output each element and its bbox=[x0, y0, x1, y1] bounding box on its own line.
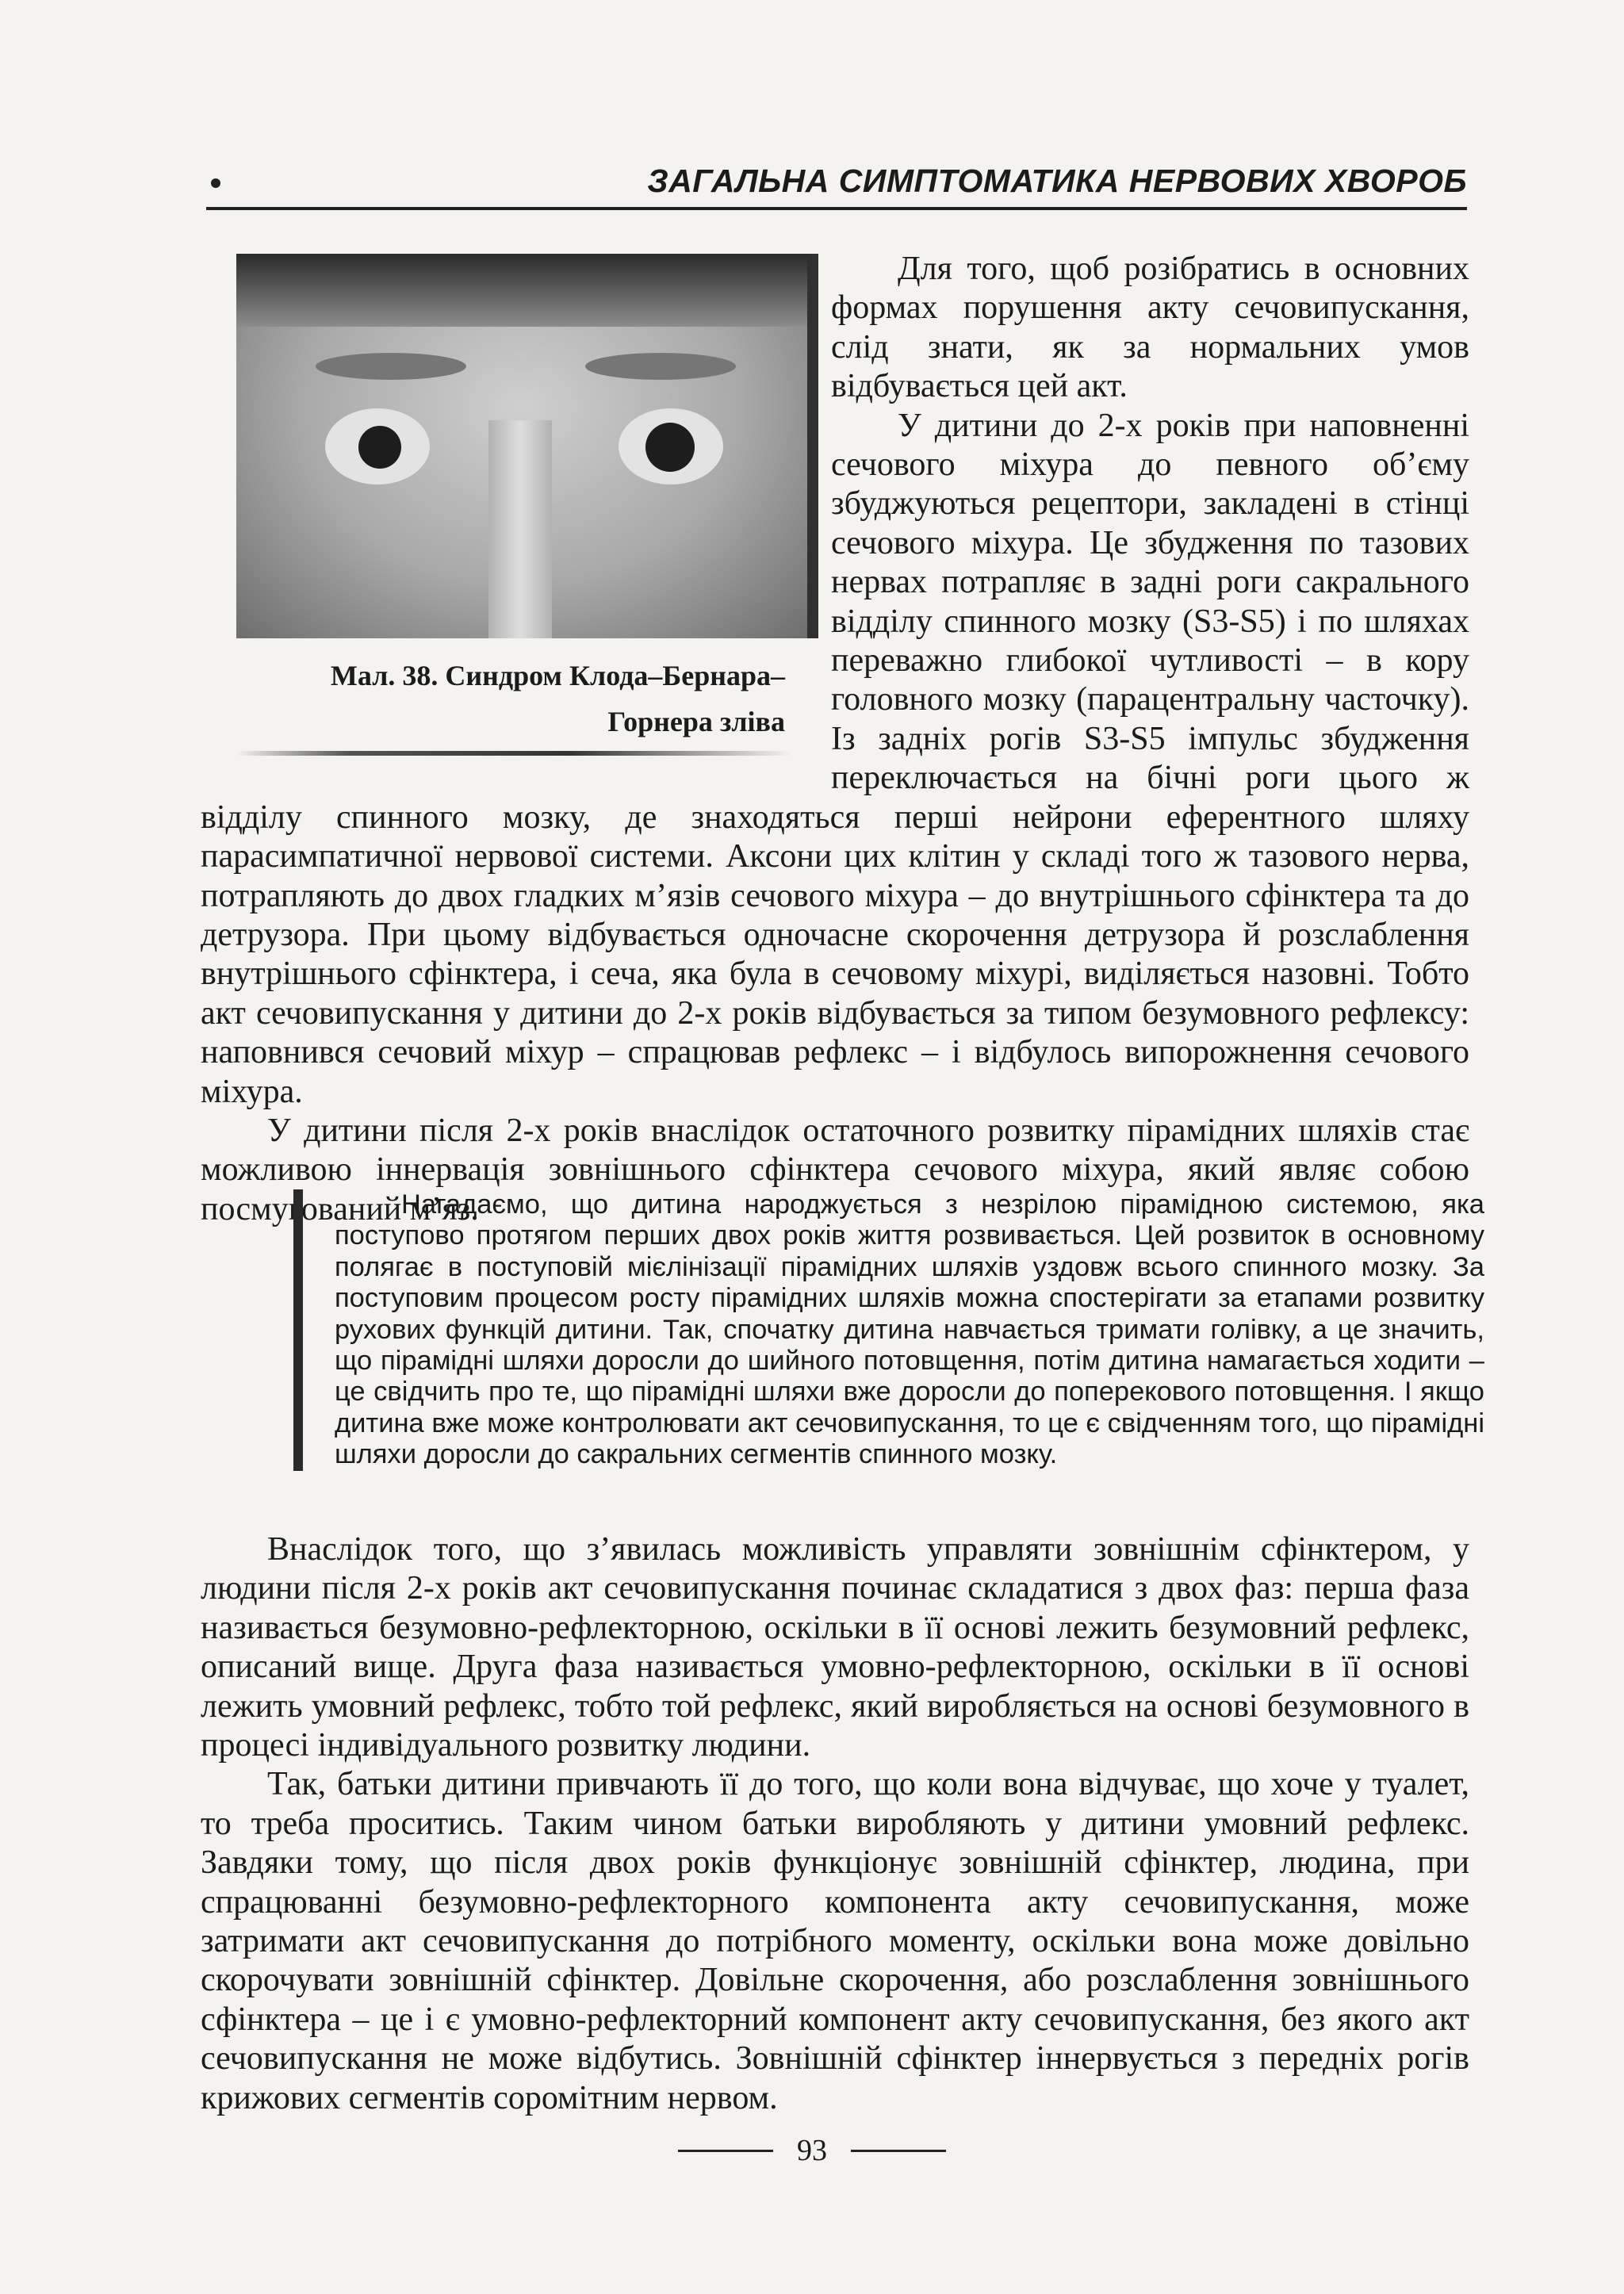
note-text: Нагадаємо, що дитина народжується з незрілою пірамідною системою, яка поступово протягом перших двох років життя розвивається. Цей розвиток в основному полягає в поступовій мієлінізації пірамідних шляхів уздовж всього спинного мозку. За поступовим процесом росту пірамідних шляхів можна спостерігати за етапами розвитку рухових функцій дитини. Так, спочатку дитина навчається тримати голівку, а це значить, що пірамідні шляхи доросли до шийного потовщення, потім дитина намагається ходити – це свідчить про те, що пірамідні шляхи вже доросли до поперекового потовщення. І якщо дитина вже може контролювати акт сечовипускання, то це є свідченням того, що пірамідні шляхи доросли до сакральних сегментів спинного мозку. bbox=[335, 1189, 1484, 1470]
caption-line-2: Горнера зліва bbox=[607, 706, 785, 737]
bullet-mark bbox=[211, 178, 220, 188]
main-text-continued bbox=[201, 1530, 1469, 2118]
paragraph: У дитини після 2-х років внаслідок остаточного розвитку пірамідних шляхів стає можливою іннервація зовнішнього сфінктера сечового міхура, який являє собою посмугований м’яз. bbox=[201, 1112, 1469, 1227]
page-number: 93 bbox=[797, 2134, 827, 2167]
note-box bbox=[293, 1189, 1484, 1471]
paragraph: У дитини до 2-х років при наповненні сечового міхура до певного об’єму збуджуються рецептори, закладені в стінці сечового міхура. Це збудження по тазових нервах потрапляє в задні роги сакрального відділу спинного мозку (S3-S5) і по шляхах переважно глибокої чутливості – в кору головного мозку (парацентральну часточку). Із задніх рогів S3-S5 імпульс збудження переключається на бічні роги цього ж відділу спинного мозку, де знаходяться перші нейрони еферентного шляху парасимпатичної нервової системи. Аксони цих клітин у складі того ж тазового нерва, потрапляють до двох гладких м’язів сечового міхура – до внутрішнього сфінктера та до детрузора. При цьому відбувається одночасне скорочення детрузора й розслаблення внутрішнього сфінктера, і сеча, яка була в сечовому міхурі, виділяється назовні. Тобто акт сечовипускання у дитини до 2-х років відбувається за типом безумовного рефлексу: наповнився сечовий міхур – спрацював рефлекс – і відбулось випорожнення сечового міхура. bbox=[201, 407, 1469, 1110]
paragraph: Для того, щоб розібратись в основних формах порушення акту сечовипускання, слід знати, як за нормальних умов відбувається цей акт. bbox=[831, 251, 1469, 405]
header-title: ЗАГАЛЬНА СИМПТОМАТИКА НЕРВОВИХ ХВОРОБ bbox=[647, 163, 1467, 199]
page-footer bbox=[0, 2133, 1624, 2168]
caption-line-1: Мал. 38. Синдром Клода–Бернара– bbox=[330, 660, 785, 691]
main-text bbox=[201, 250, 1469, 1229]
running-header bbox=[206, 155, 1467, 210]
paragraph: Так, батьки дитини привчають її до того, що коли вона відчуває, що хоче у туалет, то треба проситись. Таким чином батьки виробляють у дитини умовний рефлекс. Завдяки тому, що після двох років функціонує зовнішній сфінктер, людина, при спрацюванні безумовно-рефлекторного компонента акту сечовипускання, може затримати акт сечовипускання до потрібного моменту, оскільки вона може довільно скорочувати зовнішній сфінктер. Довільне скорочення, або розслаблення зовнішнього сфінктера – це і є умовно-рефлекторний компонент акту сечовипускання, без якого акт сечовипускання не може відбутись. Зовнішній сфінктер іннервується з передніх рогів крижових сегментів соромітним нервом. bbox=[201, 1766, 1469, 2116]
paragraph: Внаслідок того, що з’явилась можливість управляти зовнішнім сфінктером, у людини після 2-х років акт сечовипускання починає складатися з двох фаз: перша фаза називається безумовно-рефлекторною, оскільки в її основі лежить безумовний рефлекс, описаний вище. Друга фаза називається умовно-рефлекторною, оскільки в її основі лежить умовний рефлекс, тобто той рефлекс, який виробляється на основі безумовного в процесі індивідуального розвитку людини. bbox=[201, 1531, 1469, 1764]
